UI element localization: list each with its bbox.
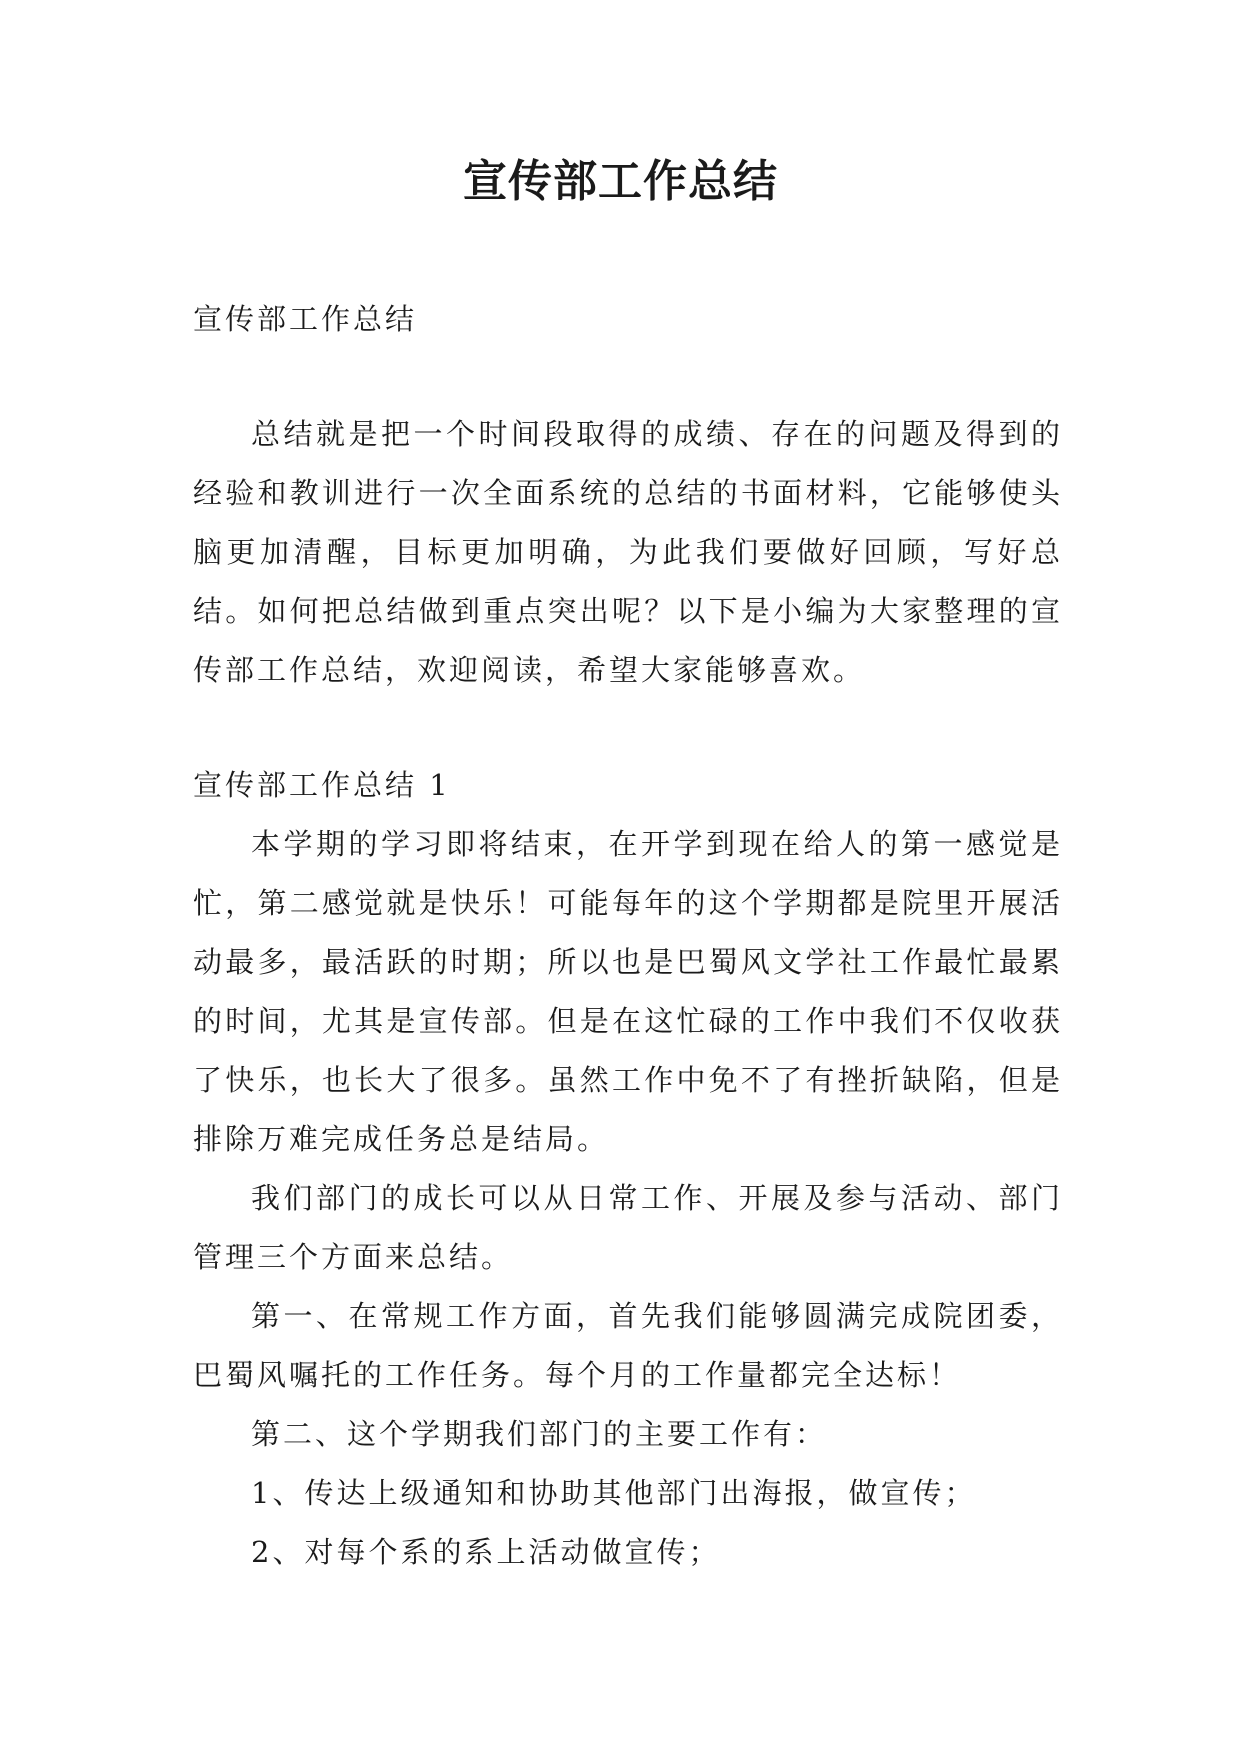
body-paragraph: 第一、在常规工作方面，首先我们能够圆满完成院团委，巴蜀风嘱托的工作任务。每个月的工作量都完全达标！ [193,1299,1063,1392]
document-subtitle: 宣传部工作总结 [193,302,418,336]
body-paragraph: 第二、这个学期我们部门的主要工作有： [251,1417,828,1451]
list-item: 1、传达上级通知和协助其他部门出海报，做宣传； [251,1476,977,1510]
list-item: 2、对每个系的系上活动做宣传； [251,1535,721,1569]
body-paragraph: 我们部门的成长可以从日常工作、开展及参与活动、部门管理三个方面来总结。 [193,1181,1063,1274]
document-body [193,290,1063,1582]
intro-paragraph: 总结就是把一个时间段取得的成绩、存在的问题及得到的经验和教训进行一次全面系统的总结的书面材料，它能够使头脑更加清醒，目标更加明确，为此我们要做好回顾，写好总结。如何把总结做到重点突出呢？以下是小编为大家整理的宣传部工作总结，欢迎阅读，希望大家能够喜欢。 [193,417,1063,687]
body-paragraph: 本学期的学习即将结束，在开学到现在给人的第一感觉是忙，第二感觉就是快乐！可能每年的这个学期都是院里开展活动最多，最活跃的时期；所以也是巴蜀风文学社工作最忙最累的时间，尤其是宣传部。但是在这忙碌的工作中我们不仅收获了快乐，也长大了很多。虽然工作中免不了有挫折缺陷，但是排除万难完成任务总是结局。 [193,827,1063,1156]
document-title: 宣传部工作总结 [463,156,778,207]
section-heading-1: 宣传部工作总结 1 [193,768,451,802]
